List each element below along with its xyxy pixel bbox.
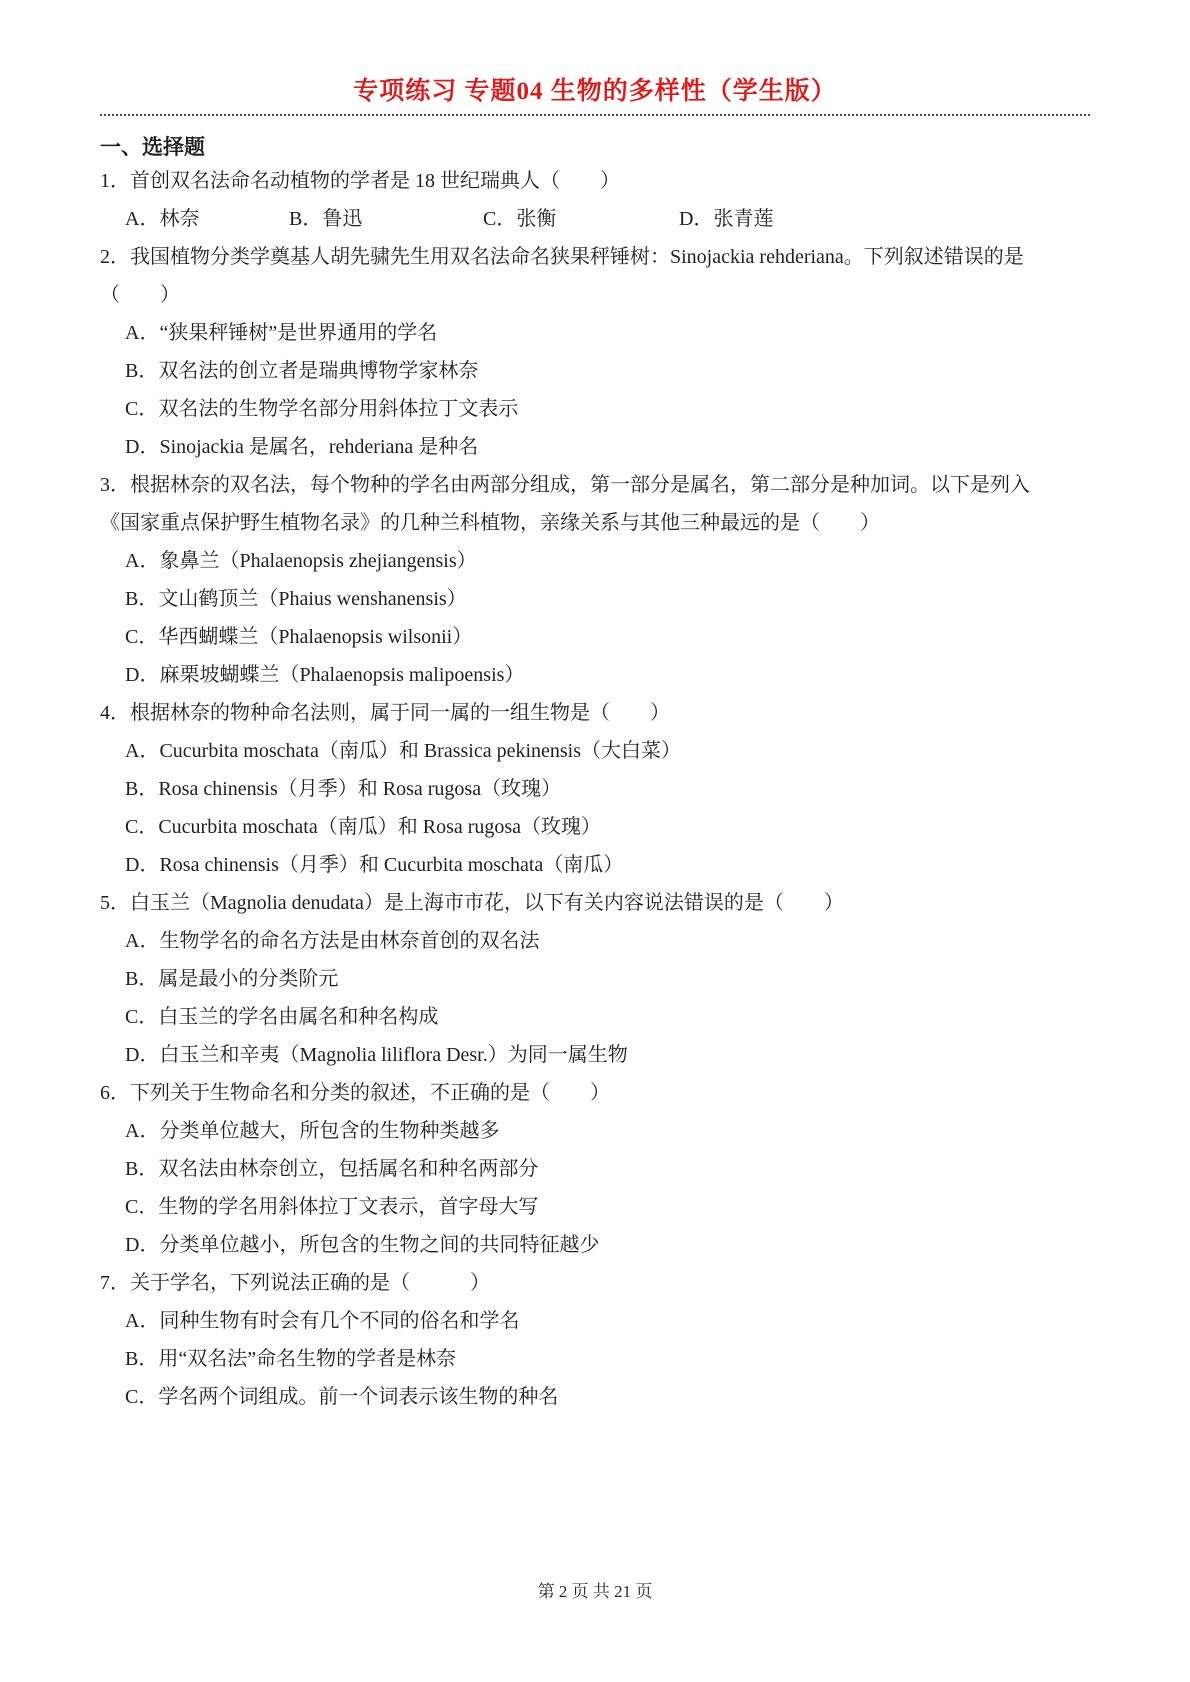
option-c: C．华西蝴蝶兰（Phalaenopsis wilsonii） bbox=[125, 626, 473, 648]
question-stem-continuation: （ ） bbox=[100, 284, 180, 306]
question-stem: 7．关于学名，下列说法正确的是（ ） bbox=[100, 1272, 490, 1294]
option-b: B．双名法的创立者是瑞典博物学家林奈 bbox=[125, 360, 479, 382]
option-d: D．分类单位越小，所包含的生物之间的共同特征越少 bbox=[125, 1234, 600, 1256]
option-c: C．白玉兰的学名由属名和种名构成 bbox=[125, 1006, 439, 1028]
option-a: A．同种生物有时会有几个不同的俗名和学名 bbox=[125, 1310, 520, 1332]
option-a: A．林奈 bbox=[125, 208, 200, 230]
option-d: D．白玉兰和辛夷（Magnolia liliflora Desr.）为同一属生物 bbox=[125, 1044, 628, 1066]
option-b: B．鲁迅 bbox=[289, 208, 363, 230]
question-5 bbox=[100, 884, 1090, 1074]
page-title: 专项练习 专题04 生物的多样性（学生版） bbox=[353, 78, 837, 105]
title-divider bbox=[100, 114, 1090, 116]
question-stem: 1．首创双名法命名动植物的学者是 18 世纪瑞典人（ ） bbox=[100, 170, 620, 192]
question-7 bbox=[100, 1264, 1090, 1416]
question-stem: 2．我国植物分类学奠基人胡先骕先生用双名法命名狭果秤锤树：Sinojackia rehderiana。下列叙述错误的是 bbox=[100, 246, 1024, 268]
option-d: D．Sinojackia 是属名，rehderiana 是种名 bbox=[125, 436, 479, 458]
option-c: C．学名两个词组成。前一个词表示该生物的种名 bbox=[125, 1386, 559, 1408]
option-b: B．Rosa chinensis（月季）和 Rosa rugosa（玫瑰） bbox=[125, 778, 562, 800]
option-a: A．象鼻兰（Phalaenopsis zhejiangensis） bbox=[125, 550, 477, 572]
question-3 bbox=[100, 466, 1090, 694]
option-d: D．张青莲 bbox=[679, 208, 774, 230]
option-a: A．Cucurbita moschata（南瓜）和 Brassica pekinensis（大白菜） bbox=[125, 740, 682, 762]
question-6 bbox=[100, 1074, 1090, 1264]
section-heading: 一、选择题 bbox=[100, 135, 205, 159]
option-d: D．Rosa chinensis（月季）和 Cucurbita moschata（南瓜） bbox=[125, 854, 624, 876]
question-stem: 5．白玉兰（Magnolia denudata）是上海市市花，以下有关内容说法错误的是（ ） bbox=[100, 892, 844, 914]
option-b: B．用“双名法”命名生物的学者是林奈 bbox=[125, 1348, 457, 1370]
option-a: A．生物学名的命名方法是由林奈首创的双名法 bbox=[125, 930, 540, 952]
question-2 bbox=[100, 238, 1090, 466]
question-stem: 6．下列关于生物命名和分类的叙述，不正确的是（ ） bbox=[100, 1082, 610, 1104]
question-stem: 4．根据林奈的物种命名法则，属于同一属的一组生物是（ ） bbox=[100, 702, 670, 724]
question-1 bbox=[100, 162, 1090, 238]
option-c: C．Cucurbita moschata（南瓜）和 Rosa rugosa（玫瑰） bbox=[125, 816, 602, 838]
option-c: C．双名法的生物学名部分用斜体拉丁文表示 bbox=[125, 398, 519, 420]
option-b: B．双名法由林奈创立，包括属名和种名两部分 bbox=[125, 1158, 539, 1180]
option-c: C．张衡 bbox=[483, 208, 557, 230]
option-a: A．“狭果秤锤树”是世界通用的学名 bbox=[125, 322, 438, 344]
question-stem: 3．根据林奈的双名法，每个物种的学名由两部分组成，第一部分是属名，第二部分是种加词。以下是列入 bbox=[100, 474, 1030, 496]
question-stem-continuation: 《国家重点保护野生植物名录》的几种兰科植物，亲缘关系与其他三种最远的是（ ） bbox=[100, 512, 880, 534]
option-b: B．属是最小的分类阶元 bbox=[125, 968, 339, 990]
option-c: C．生物的学名用斜体拉丁文表示，首字母大写 bbox=[125, 1196, 539, 1218]
option-d: D．麻栗坡蝴蝶兰（Phalaenopsis malipoensis） bbox=[125, 664, 525, 686]
question-4 bbox=[100, 694, 1090, 884]
option-a: A．分类单位越大，所包含的生物种类越多 bbox=[125, 1120, 500, 1142]
page-number-footer: 第 2 页 共 21 页 bbox=[537, 1582, 653, 1601]
options-row bbox=[100, 200, 1090, 238]
option-b: B．文山鹤顶兰（Phaius wenshanensis） bbox=[125, 588, 467, 610]
